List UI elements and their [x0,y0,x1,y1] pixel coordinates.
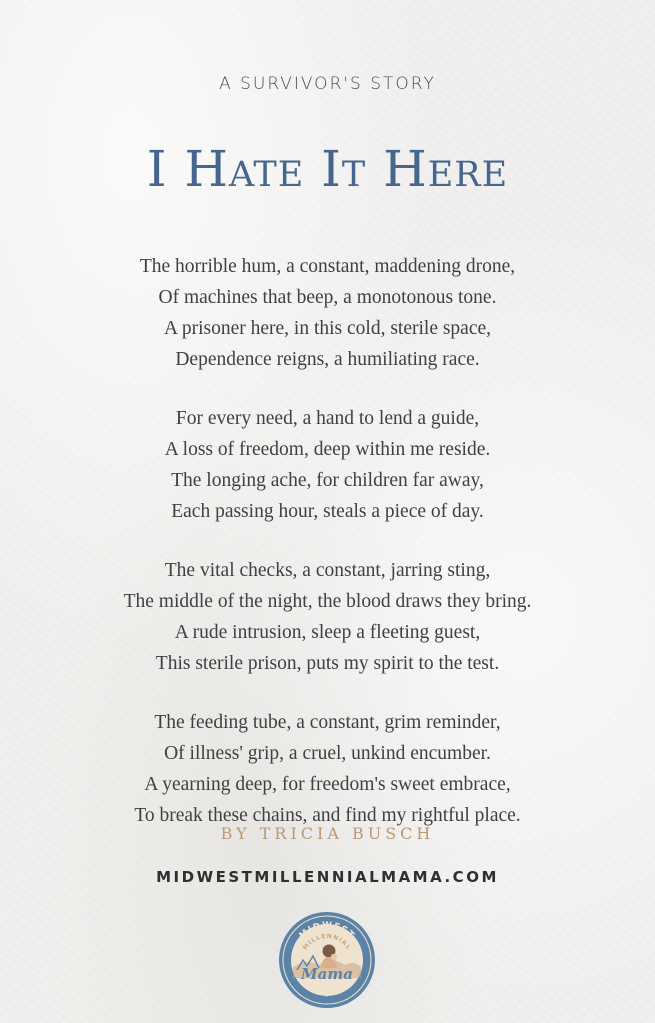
story-kicker: A SURVIVOR'S STORY [219,74,436,94]
mother-child-logo-icon [277,910,377,1010]
poem-line: The middle of the night, the blood draws they bring. [123,591,532,612]
poem-title: I Hate It Here [146,140,509,198]
logo-badge [277,910,377,1010]
poem-line: The horrible hum, a constant, maddening drone, [139,256,516,277]
stanza [0,251,655,375]
poem-line: This sterile prison, puts my spirit to the test. [155,653,500,674]
logo-script-text: Mama [301,965,353,983]
poem-line: Dependence reigns, a humiliating race. [175,349,480,370]
poem-line: For every need, a hand to lend a guide, [175,408,480,429]
logo-middle-text: MILLENNIAL [301,932,353,952]
stanza [0,403,655,527]
poem-line: Each passing hour, steals a piece of day. [171,501,484,522]
author-byline: BY TRICIA BUSCH [220,824,435,843]
poem-line: To break these chains, and find my rightful place. [134,805,521,826]
poem-line: A prisoner here, in this cold, sterile space, [163,318,492,339]
logo-top-text: MIDWEST [297,920,357,942]
poem-line: A yearning deep, for freedom's sweet embrace, [144,774,511,795]
poem-line: Of machines that beep, a monotonous tone. [158,287,497,308]
poem-line: A rude intrusion, sleep a fleeting guest, [174,622,481,643]
poem-line: Of illness' grip, a cruel, unkind encumber. [164,743,491,764]
stanza [0,555,655,679]
poem-line: The feeding tube, a constant, grim reminder, [154,712,501,733]
poem-line: The longing ache, for children far away, [171,470,484,491]
poem-line: A loss of freedom, deep within me reside. [164,439,491,460]
poem-line: The vital checks, a constant, jarring sting, [164,560,491,581]
poem-body [0,251,655,859]
stanza [0,707,655,831]
website-link[interactable]: MIDWESTMILLENNIALMAMA.COM [156,868,499,886]
